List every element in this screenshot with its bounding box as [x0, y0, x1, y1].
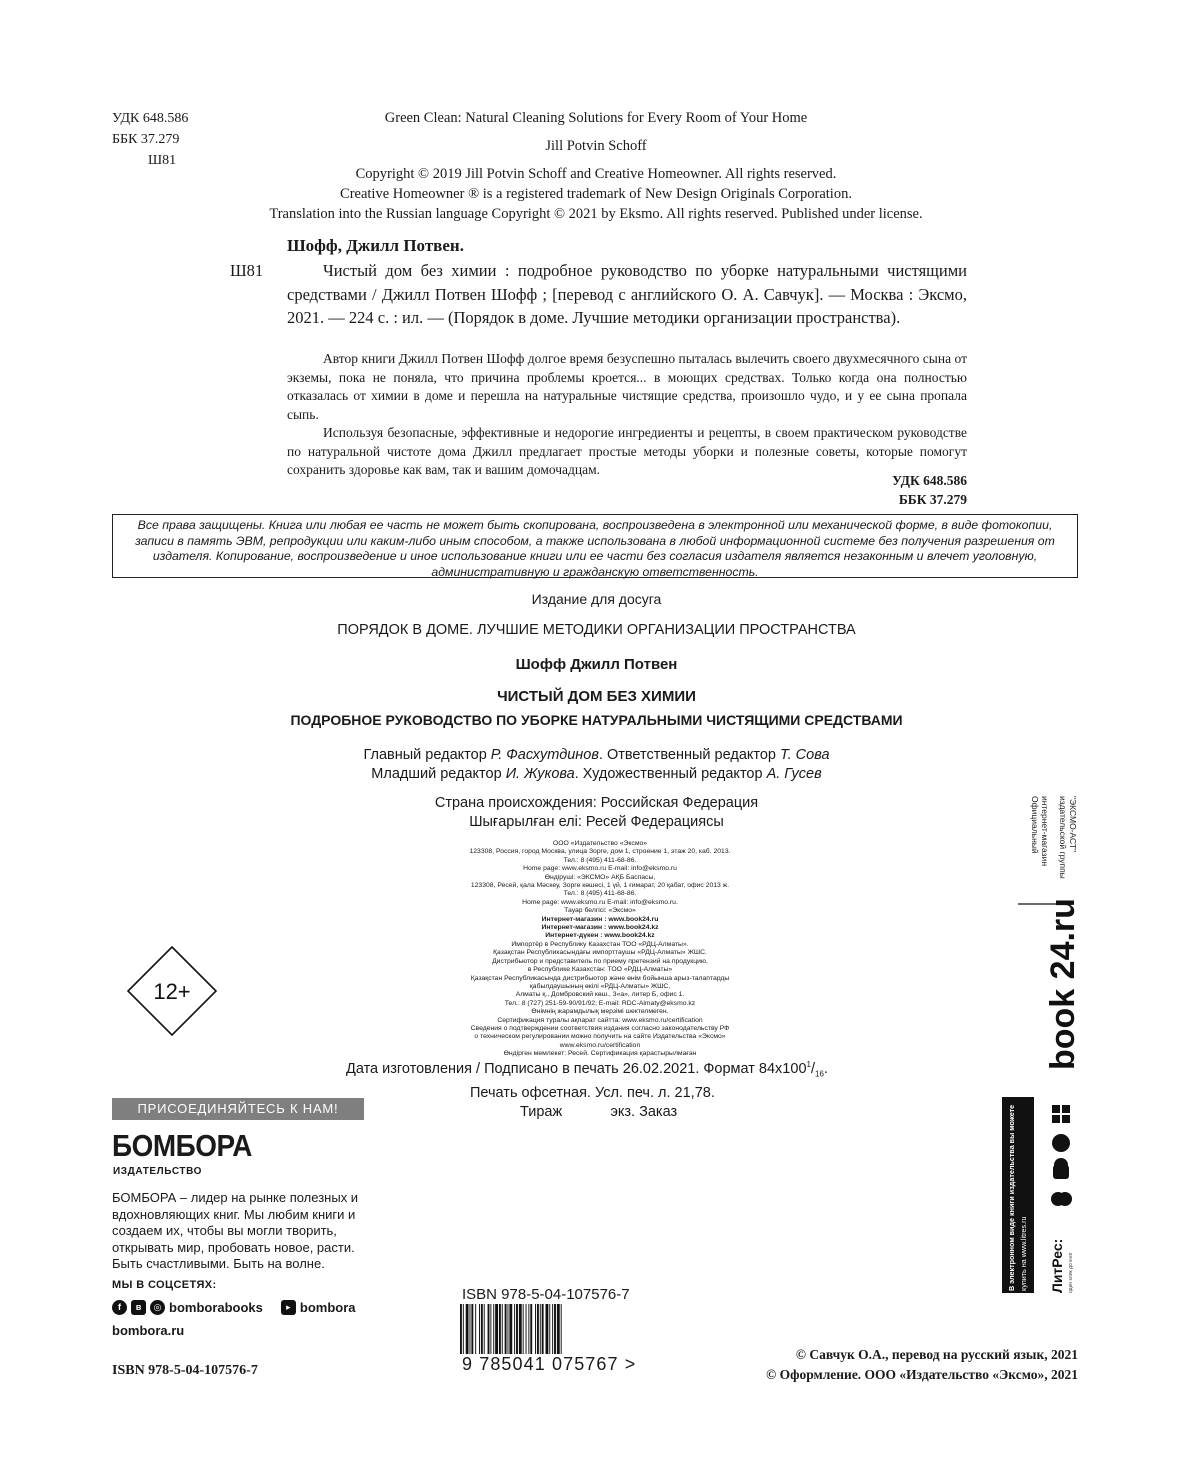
barcode-bar — [516, 1304, 518, 1354]
rights-notice: Все права защищены. Книга или любая ее часть не может быть скопирована, воспроизведена в электронной или механической форме, в виде фотокопии, записи в память ЭВМ, репродукции или каким-либо иным способом, а также использована в любой информационной системе без получения разрешения от издателя. Копирование, воспроизведение и иное использование книги или ее части без согласия издателя является незаконным и влечет уголовную, административную и гражданскую ответственность. — [112, 514, 1078, 578]
junior-editor-label: Младший редактор — [371, 766, 506, 782]
bbk-code: ББК 37.279 — [112, 132, 180, 147]
social-handle-primary: bomborabooks — [169, 1300, 263, 1315]
social-handle-secondary: bombora — [299, 1300, 356, 1315]
legal-detail-line: Тел.: 8 (495) 411-68-86. — [563, 856, 637, 864]
barcode-bar — [484, 1304, 485, 1354]
barcode-bar — [470, 1304, 471, 1354]
legal-detail-line: 123308, Россия, город Москва, улица Зорге, дом 1, строение 1, этаж 20, каб. 2013. — [469, 848, 731, 856]
chief-editor-label: Главный редактор — [363, 747, 491, 763]
isbn-barcode-label: ISBN 978-5-04-107576-7 — [462, 1286, 630, 1303]
legal-detail-line: Өндірген мемлекет: Ресей. Сертификация қарастырылмаған — [503, 1050, 697, 1058]
barcode-bar — [514, 1304, 515, 1354]
social-title: МЫ В СОЦСЕТЯХ: — [112, 1279, 217, 1291]
legal-detail-line: Интернет-магазин : www.book24.kz — [541, 924, 659, 932]
copyright-translation: © Савчук О.А., перевод на русский язык, 2021 — [795, 1347, 1078, 1362]
editors-line-2 — [100, 765, 1093, 784]
annotation-paragraph: Используя безопасные, эффективные и недорогие ингредиенты и рецепты, в своем практическом руководстве по натуральной чистоте дома Джилл предлагает простые методы уборки и полезные советы, которые помогут сохранить здоровье как вам, так и вашим домочадцам. — [287, 425, 967, 477]
age-rating-badge — [126, 945, 218, 1037]
country-ru: Страна происхождения: Российская Федерация — [434, 795, 759, 811]
barcode-bar — [540, 1304, 541, 1354]
legal-detail-line: Home page: www.eksmo.ru E-mail: info@eksmo.ru. — [522, 898, 678, 906]
legal-detail-line: Тауар белгісі: «Эксмо» — [564, 907, 636, 915]
annotation-paragraph: Автор книги Джилл Потвен Шофф долгое время безуспешно пыталась вылечить своего двухмесячного сына от экземы, пока не поняла, что причина проблемы кроется... в моющих средствах. Только когда она полностью отказалась от химии в доме и перешла на натуральные чистящие средства, произошло чудо, и у ее сына пропала сыпь. — [287, 351, 967, 422]
publisher-website: bombora.ru — [112, 1323, 185, 1338]
legal-detail-line: Сведения о подтверждении соответствия издания согласно законодательству РФ — [470, 1024, 730, 1032]
editors-credits — [100, 746, 1093, 784]
catalog-author-mark: Ш81 — [230, 261, 264, 280]
chief-editor-name: Р. Фасхутдинов — [490, 747, 599, 763]
barcode-bar — [528, 1304, 529, 1354]
imprint-title: ЧИСТЫЙ ДОМ БЕЗ ХИМИИ — [497, 688, 696, 705]
bombora-logo-subtitle: ИЗДАТЕЛЬСТВО — [113, 1166, 203, 1177]
barcode-bar — [466, 1304, 469, 1354]
barcode-bar — [488, 1304, 490, 1354]
art-editor-label: . Художественный редактор — [574, 766, 767, 782]
instagram-icon: ◎ — [150, 1300, 165, 1315]
barcode-digits: 9 785041 075767 > — [462, 1354, 637, 1374]
legal-detail-line: Импортёр в Республику Казахстан ТОО «РДЦ-Алматы». — [511, 940, 689, 948]
print-date-text: Дата изготовления / Подписано в печать 26.02.2021. Формат 84x100 — [346, 1060, 807, 1077]
format-sub: 16 — [815, 1069, 824, 1079]
legal-detail-line: Тел.: 8 (727) 251-59-90/91/92; E-mail: RDC-Almaty@eksmo.kz — [504, 999, 696, 1007]
author-mark: Ш81 — [148, 153, 177, 168]
telegram-icon: ▸ — [281, 1300, 296, 1315]
age-rating-label: 12+ — [153, 979, 191, 1004]
android-icon — [1053, 1158, 1069, 1179]
resp-editor-name: Т. Сова — [780, 747, 830, 763]
apple-icon — [1051, 1192, 1072, 1206]
legal-detail-line: Home page: www.eksmo.ru E-mail: info@eksmo.ru — [523, 865, 677, 873]
barcode-bar — [463, 1304, 464, 1354]
book24-caption: Официальный — [1030, 796, 1040, 854]
legal-detail-line: о техническом регулировании можно получить на сайте Издательства «Эксмо» — [474, 1033, 726, 1041]
bombora-logo: БОМБОРА — [112, 1128, 252, 1163]
legal-detail-line: Сертификация туралы ақпарат сайтта: www.eksmo.ru/certification — [497, 1016, 703, 1024]
barcode-bar — [508, 1304, 509, 1354]
editors-line-1 — [100, 746, 1093, 765]
barcode-bar — [554, 1304, 556, 1354]
legal-detail-line: Қазақстан Республикасындағы импорттаушы «РДЦ-Алматы» ЖШС. — [493, 949, 707, 957]
barcode-bar — [546, 1304, 549, 1354]
vk-icon: в — [131, 1300, 146, 1315]
barcode-bar — [537, 1304, 539, 1354]
barcode-bar — [557, 1304, 560, 1354]
legal-detail-line: Интернет-дүкен : www.book24.kz — [545, 932, 655, 940]
legal-detail-line: www.eksmo.ru/certification — [559, 1041, 641, 1049]
format-slash: / — [810, 1060, 815, 1077]
edition-type: Издание для досуга — [531, 591, 662, 607]
litres-logo: ЛитРес: — [1049, 1238, 1065, 1293]
catalog-entry: Чистый дом без химии : подробное руководство по уборке натуральными чистящими средствами / Джилл Потвен Шофф ; [перевод с английского О. А. Савчук]. — Москва : Эксмо, 2021. — 224 с. : ил. — (Порядок в доме. Лучшие методики организации пространства). — [287, 261, 967, 327]
publisher-legal-details — [430, 840, 770, 1059]
left-classification-codes — [112, 108, 232, 171]
print-type: Печать офсетная. Усл. печ. л. 21,78. — [470, 1085, 715, 1102]
annotation — [287, 350, 967, 480]
legal-detail-line: Өнімнің жарамдылық мерзімі шектелмеген. — [531, 1008, 669, 1016]
legal-detail-line: Дистрибьютор и представитель по приему претензий на продукцию, — [492, 957, 708, 965]
barcode-bar — [490, 1304, 491, 1354]
country-kz: Шығарылған елі: Ресей Федерациясы — [469, 814, 724, 830]
barcode-bar — [479, 1304, 480, 1354]
barcode-bar — [526, 1304, 527, 1354]
litres-text-1: В электронном виде книги издательства вы можете — [1007, 1104, 1016, 1291]
format-end: . — [823, 1060, 828, 1077]
barcode-bar — [460, 1304, 462, 1354]
legal-detail-line: Интернет-магазин : www.book24.ru — [541, 915, 659, 923]
copyright-line: Creative Homeowner ® is a registered trademark of New Design Originals Corporation. — [340, 186, 852, 202]
book24-caption: издательской группы — [1058, 796, 1068, 879]
barcode-bar — [535, 1304, 536, 1354]
litres-text-2: купить на www.litres.ru — [1019, 1216, 1028, 1291]
legal-detail-line: ООО «Издательство «Эксмо» — [552, 840, 648, 847]
barcode-bar — [471, 1304, 473, 1354]
legal-detail-line: қабылдаушының өкілі «РДЦ-Алматы» ЖШС, — [529, 982, 671, 990]
book24-caption: "ЭКСМО-АСТ" — [1068, 796, 1078, 853]
imprint-subtitle: ПОДРОБНОЕ РУКОВОДСТВО ПО УБОРКЕ НАТУРАЛЬНЫМИ ЧИСТЯЩИМИ СРЕДСТВАМИ — [290, 712, 903, 728]
print-data — [320, 1056, 880, 1121]
art-editor-name: А. Гусев — [766, 766, 822, 782]
windows-icon — [1052, 1105, 1070, 1123]
barcode-bar — [495, 1304, 498, 1354]
print-run: Тираж экз. Заказ — [520, 1103, 678, 1120]
barcode-bar — [552, 1304, 553, 1354]
litres-ad — [1000, 1095, 1080, 1295]
barcode-bar — [499, 1304, 501, 1354]
udk-code: УДК 648.586 — [892, 473, 967, 488]
legal-detail-line: 123308, Ресей, қала Мәскеу, Зорге көшесі, 1 үй, 1 ғимарат, 20 қабат, офис 2013 ж. — [470, 882, 730, 890]
translation-copyright — [748, 1345, 1078, 1385]
original-author: Jill Potvin Schoff — [545, 138, 647, 154]
copyright-line: Copyright © 2019 Jill Potvin Schoff and Creative Homeowner. All rights reserved. — [355, 166, 837, 182]
catalog-codes-right — [820, 472, 967, 509]
series-title: ПОРЯДОК В ДОМЕ. ЛУЧШИЕ МЕТОДИКИ ОРГАНИЗАЦИИ ПРОСТРАНСТВА — [337, 622, 856, 638]
book24-caption: интернет-магазин — [1040, 796, 1050, 867]
barcode-bar — [493, 1304, 494, 1354]
barcode-bar — [530, 1304, 532, 1354]
social-links — [112, 1300, 356, 1315]
book24-ad — [1012, 796, 1082, 1086]
publisher-description: БОМБОРА – лидер на рынке полезных и вдохновляющих книг. Мы любим книги и создаем их, чтобы вы могли творить, открывать мир, пробовать новое, расти. Быть счастливыми. Быть на волне. — [112, 1190, 359, 1271]
country-of-origin — [100, 794, 1093, 832]
original-title: Green Clean: Natural Cleaning Solutions for Every Room of Your Home — [384, 110, 808, 126]
barcode-bar — [505, 1304, 507, 1354]
isbn-left: ISBN 978-5-04-107576-7 — [112, 1363, 258, 1378]
resp-editor-label: . Ответственный редактор — [598, 747, 781, 763]
barcode-bar — [523, 1304, 524, 1354]
barcode-bar — [549, 1304, 550, 1354]
legal-detail-line: Тел.: 8 (495) 411-68-86. — [563, 890, 637, 898]
udk-code: УДК 648.586 — [112, 111, 189, 126]
format-sup: 1 — [806, 1060, 811, 1069]
facebook-icon: f — [112, 1300, 127, 1315]
copyright-line: Translation into the Russian language Copyright © 2021 by Eksmo. All rights reserved. Published under license. — [269, 206, 923, 222]
join-us-banner: ПРИСОЕДИНЯЙТЕСЬ К НАМ! — [112, 1098, 364, 1120]
barcode-bar — [475, 1304, 476, 1354]
legal-detail-line: Өндіруші: «ЭКСМО» АҚБ Баспасы, — [544, 873, 656, 881]
legal-detail-line: Қазақстан Республикасында дистрибьютор және өнім бойынша арыз-талаптарды — [470, 974, 730, 982]
barcode-bar — [519, 1304, 522, 1354]
imprint-author: Шофф Джилл Потвен — [515, 656, 678, 673]
barcode-bar — [561, 1304, 562, 1354]
litres-logo-sub: один клик до книг — [1068, 1252, 1074, 1293]
blackberry-icon — [1052, 1134, 1070, 1152]
book24-logo: book 24.ru — [1044, 898, 1082, 1070]
barcode-bar — [509, 1304, 512, 1354]
catalog-author-heading: Шофф, Джилл Потвен. — [287, 236, 464, 255]
print-date-format — [320, 1056, 880, 1084]
barcode-bar — [502, 1304, 503, 1354]
copyright-design: © Оформление. ООО «Издательство «Эксмо», 2021 — [766, 1367, 1078, 1382]
junior-editor-name: И. Жукова — [505, 766, 575, 782]
legal-detail-line: Алматы қ., Домбровский көш., 3«а», литер Б, офис 1. — [515, 991, 685, 999]
barcode-bar — [481, 1304, 483, 1354]
barcode-bar — [542, 1304, 544, 1354]
bbk-code: ББК 37.279 — [898, 491, 967, 507]
original-edition-credits — [226, 108, 966, 224]
legal-detail-line: в Республике Казахстан: ТОО «РДЦ-Алматы» — [527, 966, 673, 974]
